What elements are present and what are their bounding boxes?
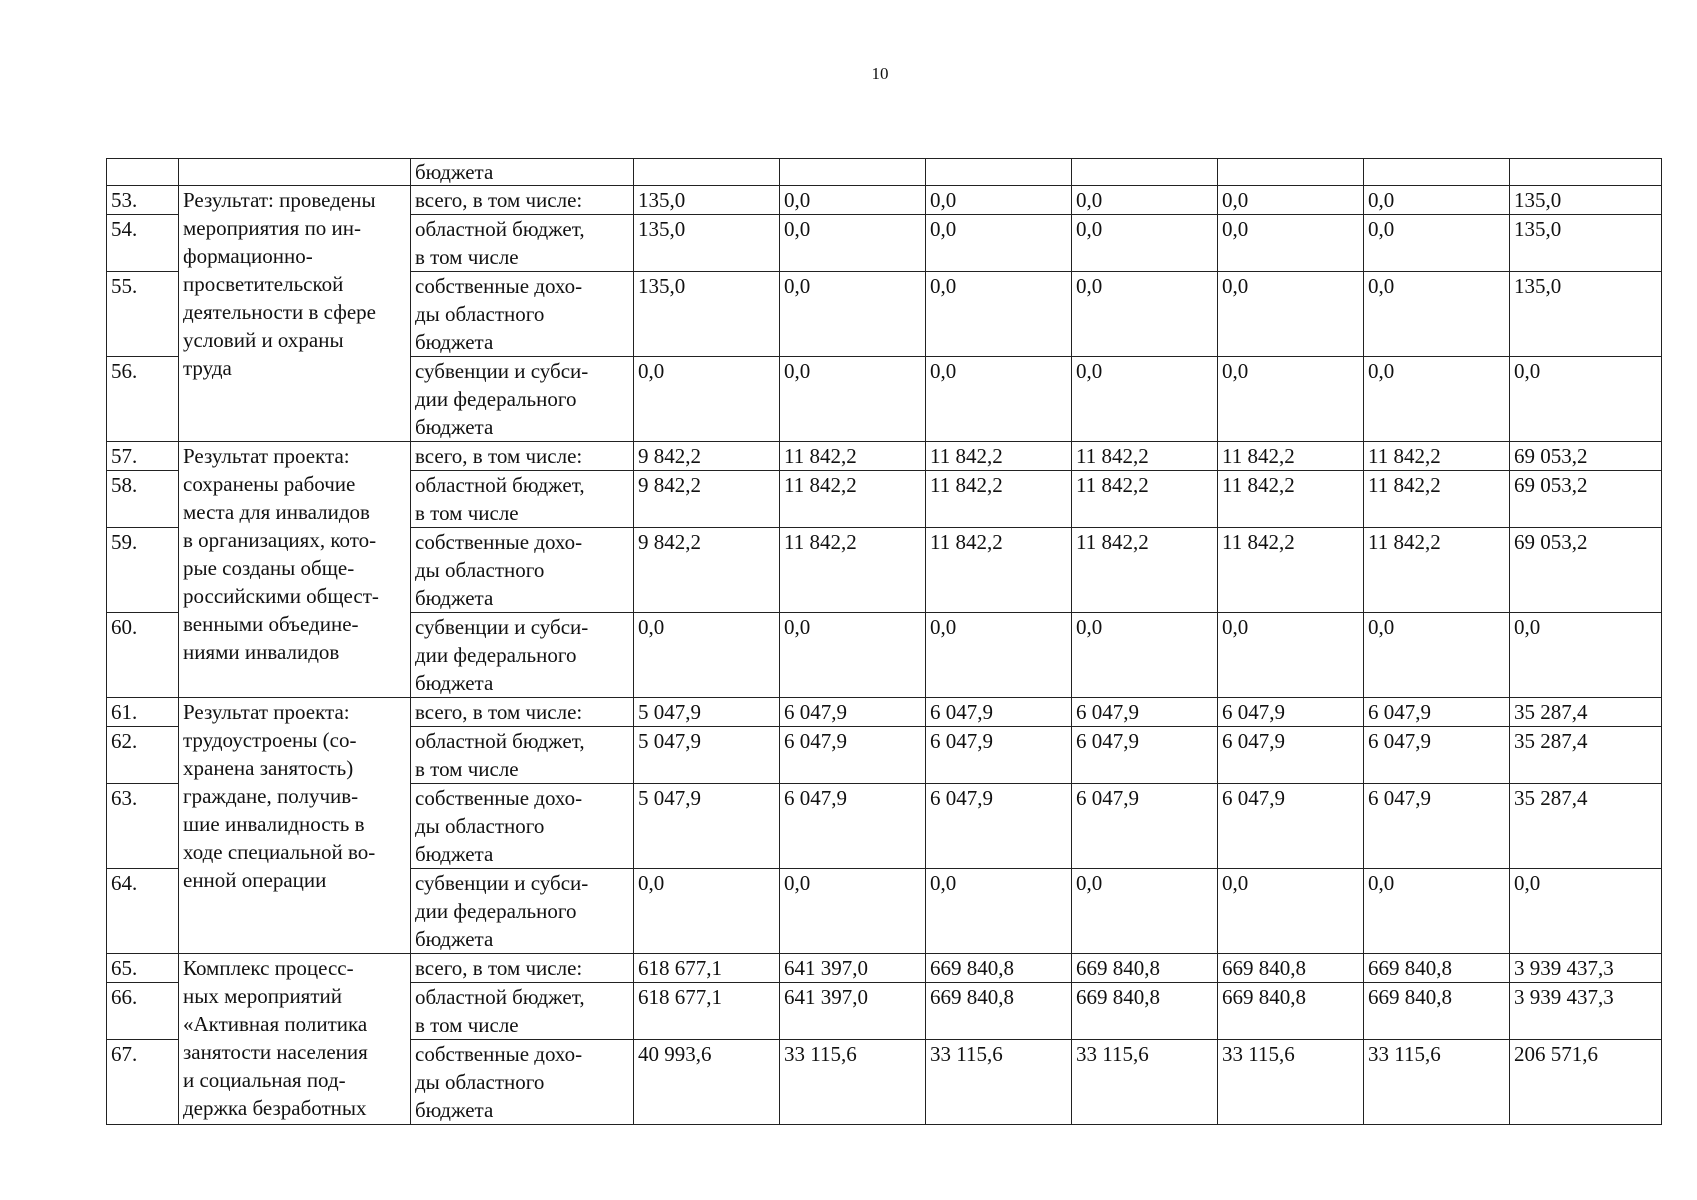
value-cell: 11 842,2 [926,442,1072,471]
value-cell: 11 842,2 [780,471,926,528]
value-cell: 11 842,2 [1072,528,1218,613]
value-cell: 11 842,2 [1218,442,1364,471]
value-cell: 11 842,2 [1364,528,1510,613]
table-body [107,159,1662,1125]
funding-source-cell: областной бюджет, в том числе [411,471,634,528]
funding-source-cell: собственные дохо- ды областного бюджета [411,1040,634,1125]
value-cell: 11 842,2 [1072,442,1218,471]
value-cell: 0,0 [926,357,1072,442]
value-cell: 6 047,9 [1218,784,1364,869]
funding-source-cell: всего, в том числе: [411,954,634,983]
row-number-cell: 54. [107,215,179,272]
value-cell: 6 047,9 [926,727,1072,784]
value-cell: 40 993,6 [634,1040,780,1125]
table-row [107,442,1662,471]
total-cell [1510,159,1662,186]
value-cell: 5 047,9 [634,698,780,727]
result-name-cell: Результат проекта: трудоустроены (со- хранена занятость) граждане, получив- шие инвалидность в ходе специальной во- енной операции [179,698,411,954]
value-cell: 641 397,0 [780,983,926,1040]
result-name-cell [179,159,411,186]
value-cell: 641 397,0 [780,954,926,983]
value-cell: 11 842,2 [780,528,926,613]
value-cell: 33 115,6 [1218,1040,1364,1125]
value-cell: 0,0 [926,613,1072,698]
value-cell: 669 840,8 [926,954,1072,983]
funding-source-cell: собственные дохо- ды областного бюджета [411,784,634,869]
funding-source-cell: субвенции и субси- дии федерального бюджета [411,869,634,954]
value-cell: 0,0 [926,272,1072,357]
value-cell: 11 842,2 [780,442,926,471]
total-cell: 69 053,2 [1510,442,1662,471]
table-row [107,954,1662,983]
total-cell: 0,0 [1510,869,1662,954]
value-cell: 669 840,8 [1364,954,1510,983]
value-cell: 9 842,2 [634,528,780,613]
value-cell: 0,0 [926,215,1072,272]
value-cell: 6 047,9 [780,727,926,784]
funding-source-cell: собственные дохо- ды областного бюджета [411,272,634,357]
total-cell: 3 939 437,3 [1510,954,1662,983]
total-cell: 0,0 [1510,357,1662,442]
value-cell: 33 115,6 [780,1040,926,1125]
value-cell: 6 047,9 [926,698,1072,727]
continuation-row [107,159,1662,186]
value-cell: 6 047,9 [1218,727,1364,784]
value-cell: 135,0 [634,272,780,357]
value-cell: 33 115,6 [1072,1040,1218,1125]
funding-source-cell: всего, в том числе: [411,698,634,727]
value-cell: 11 842,2 [1218,471,1364,528]
total-cell: 69 053,2 [1510,528,1662,613]
value-cell: 0,0 [780,215,926,272]
funding-source-cell: всего, в том числе: [411,442,634,471]
row-number-cell: 62. [107,727,179,784]
value-cell: 6 047,9 [780,698,926,727]
value-cell: 6 047,9 [1072,784,1218,869]
row-number-cell: 65. [107,954,179,983]
value-cell: 0,0 [780,272,926,357]
value-cell: 0,0 [1072,357,1218,442]
value-cell: 0,0 [1364,215,1510,272]
value-cell: 135,0 [634,215,780,272]
value-cell: 0,0 [1218,186,1364,215]
row-number-cell: 56. [107,357,179,442]
value-cell: 0,0 [780,613,926,698]
value-cell: 0,0 [926,869,1072,954]
value-cell: 669 840,8 [1364,983,1510,1040]
value-cell: 0,0 [1218,272,1364,357]
funding-source-cell: областной бюджет, в том числе [411,215,634,272]
value-cell [1218,159,1364,186]
row-number-cell: 55. [107,272,179,357]
value-cell [1072,159,1218,186]
total-cell: 69 053,2 [1510,471,1662,528]
funding-source-cell: собственные дохо- ды областного бюджета [411,528,634,613]
funding-source-cell: областной бюджет, в том числе [411,983,634,1040]
value-cell: 6 047,9 [1072,727,1218,784]
result-name-cell: Результат: проведены мероприятия по ин- формационно- просветительской деятельности в сфере условий и охраны труда [179,186,411,442]
value-cell: 669 840,8 [1218,983,1364,1040]
row-number-cell: 61. [107,698,179,727]
total-cell: 35 287,4 [1510,784,1662,869]
total-cell: 135,0 [1510,186,1662,215]
value-cell: 0,0 [780,357,926,442]
value-cell: 669 840,8 [1072,983,1218,1040]
funding-source-cell: бюджета [411,159,634,186]
value-cell [926,159,1072,186]
total-cell: 35 287,4 [1510,698,1662,727]
value-cell: 0,0 [1072,215,1218,272]
value-cell: 5 047,9 [634,784,780,869]
value-cell: 0,0 [1364,357,1510,442]
value-cell: 6 047,9 [1364,784,1510,869]
value-cell: 6 047,9 [1364,727,1510,784]
row-number-cell: 64. [107,869,179,954]
funding-source-cell: субвенции и субси- дии федерального бюджета [411,613,634,698]
value-cell: 11 842,2 [1364,442,1510,471]
value-cell: 0,0 [1218,869,1364,954]
total-cell: 206 571,6 [1510,1040,1662,1125]
value-cell: 9 842,2 [634,471,780,528]
value-cell: 0,0 [1364,186,1510,215]
value-cell: 0,0 [1072,613,1218,698]
row-number-cell: 58. [107,471,179,528]
row-number-cell: 59. [107,528,179,613]
value-cell: 0,0 [1072,186,1218,215]
value-cell: 11 842,2 [1072,471,1218,528]
value-cell: 11 842,2 [1218,528,1364,613]
value-cell: 618 677,1 [634,983,780,1040]
value-cell: 0,0 [1364,869,1510,954]
value-cell: 6 047,9 [1218,698,1364,727]
value-cell: 0,0 [1072,869,1218,954]
value-cell: 33 115,6 [926,1040,1072,1125]
value-cell: 0,0 [780,186,926,215]
table-row [107,698,1662,727]
value-cell: 0,0 [1364,272,1510,357]
value-cell [1364,159,1510,186]
value-cell: 5 047,9 [634,727,780,784]
value-cell: 0,0 [1072,272,1218,357]
value-cell [780,159,926,186]
value-cell: 0,0 [634,613,780,698]
funding-source-cell: субвенции и субси- дии федерального бюджета [411,357,634,442]
row-number-cell [107,159,179,186]
row-number-cell: 53. [107,186,179,215]
result-name-cell: Комплекс процесс- ных мероприятий «Активная политика занятости населения и социальная под- держка безработных [179,954,411,1125]
value-cell: 6 047,9 [926,784,1072,869]
value-cell [634,159,780,186]
value-cell: 33 115,6 [1364,1040,1510,1125]
row-number-cell: 57. [107,442,179,471]
value-cell: 618 677,1 [634,954,780,983]
value-cell: 135,0 [634,186,780,215]
value-cell: 6 047,9 [1072,698,1218,727]
row-number-cell: 63. [107,784,179,869]
budget-table [106,158,1662,1125]
total-cell: 135,0 [1510,272,1662,357]
row-number-cell: 67. [107,1040,179,1125]
value-cell: 0,0 [1218,357,1364,442]
value-cell: 669 840,8 [926,983,1072,1040]
value-cell: 669 840,8 [1218,954,1364,983]
value-cell: 0,0 [780,869,926,954]
value-cell: 0,0 [1218,613,1364,698]
value-cell: 0,0 [634,357,780,442]
value-cell: 11 842,2 [926,528,1072,613]
result-name-cell: Результат проекта: сохранены рабочие места для инвалидов в организациях, кото- рые созданы обще- российскими общест- венными объедине- ниями инвалидов [179,442,411,698]
value-cell: 0,0 [1364,613,1510,698]
value-cell: 0,0 [634,869,780,954]
funding-source-cell: всего, в том числе: [411,186,634,215]
total-cell: 135,0 [1510,215,1662,272]
value-cell: 0,0 [1218,215,1364,272]
table-row [107,186,1662,215]
funding-source-cell: областной бюджет, в том числе [411,727,634,784]
value-cell: 669 840,8 [1072,954,1218,983]
page-number: 10 [871,64,889,83]
value-cell: 11 842,2 [1364,471,1510,528]
total-cell: 35 287,4 [1510,727,1662,784]
total-cell: 0,0 [1510,613,1662,698]
value-cell: 11 842,2 [926,471,1072,528]
value-cell: 6 047,9 [1364,698,1510,727]
total-cell: 3 939 437,3 [1510,983,1662,1040]
row-number-cell: 66. [107,983,179,1040]
row-number-cell: 60. [107,613,179,698]
value-cell: 0,0 [926,186,1072,215]
value-cell: 9 842,2 [634,442,780,471]
value-cell: 6 047,9 [780,784,926,869]
